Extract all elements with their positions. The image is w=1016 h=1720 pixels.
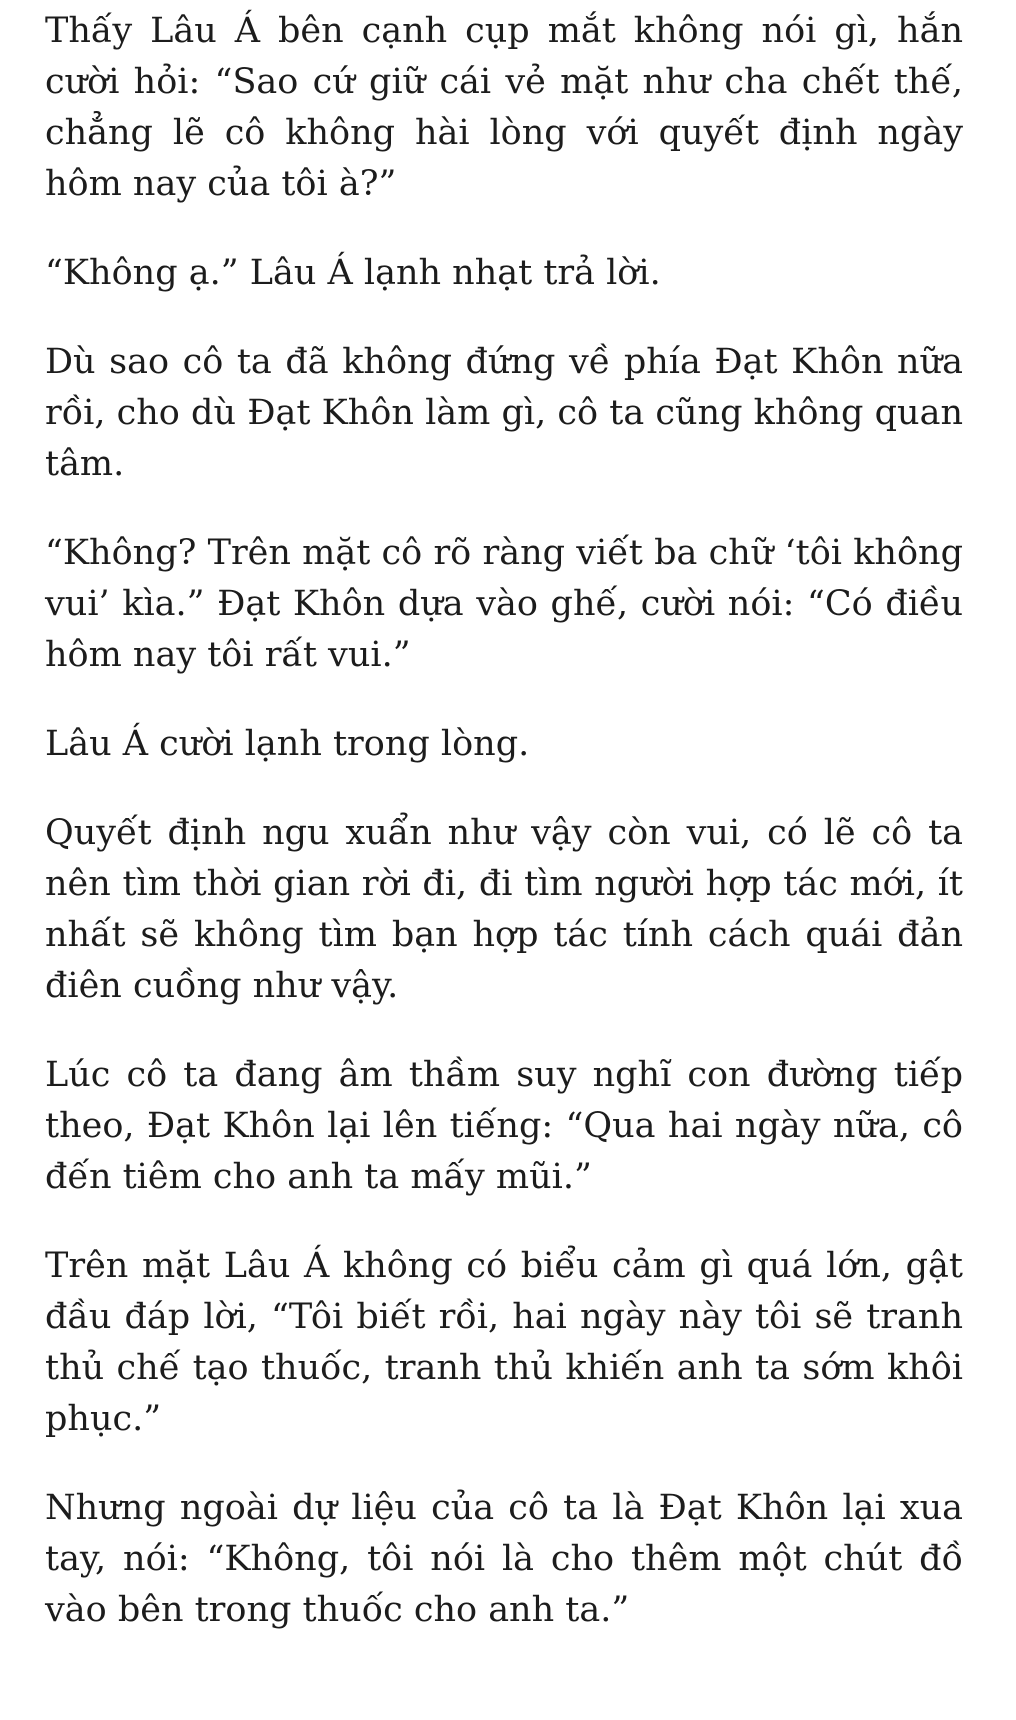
paragraph-3: Dù sao cô ta đã không đứng về phía Đạt Khôn nữa rồi, cho dù Đạt Khôn làm gì, cô ta cũng không quan tâm. <box>45 342 963 484</box>
paragraph-7: Lúc cô ta đang âm thầm suy nghĩ con đường tiếp theo, Đạt Khôn lại lên tiếng: “Qua hai ngày nữa, cô đến tiêm cho anh ta mấy mũi.” <box>45 1055 963 1197</box>
paragraph-4: “Không? Trên mặt cô rõ ràng viết ba chữ ‘tôi không vui’ kìa.” Đạt Khôn dựa vào ghế, cười nói: “Có điều hôm nay tôi rất vui.” <box>45 533 963 675</box>
paragraph-8: Trên mặt Lâu Á không có biểu cảm gì quá lớn, gật đầu đáp lời, “Tôi biết rồi, hai ngày này tôi sẽ tranh thủ chế tạo thuốc, tranh thủ khiến anh ta sớm khôi phục.” <box>45 1246 963 1439</box>
paragraph-6: Quyết định ngu xuẩn như vậy còn vui, có lẽ cô ta nên tìm thời gian rời đi, đi tìm người hợp tác mới, ít nhất sẽ không tìm bạn hợp tác tính cách quái đản điên cuồng như vậy. <box>45 813 963 1006</box>
paragraph-5: Lâu Á cười lạnh trong lòng. <box>45 724 530 764</box>
reader-page <box>45 6 963 1674</box>
paragraph-2: “Không ạ.” Lâu Á lạnh nhạt trả lời. <box>45 253 661 293</box>
paragraph-1: Thấy Lâu Á bên cạnh cụp mắt không nói gì, hắn cười hỏi: “Sao cứ giữ cái vẻ mặt như cha chết thế, chẳng lẽ cô không hài lòng với quyết định ngày hôm nay của tôi à?” <box>45 11 963 204</box>
paragraph-9: Nhưng ngoài dự liệu của cô ta là Đạt Khôn lại xua tay, nói: “Không, tôi nói là cho thêm một chút đồ vào bên trong thuốc cho anh ta.” <box>45 1488 963 1630</box>
